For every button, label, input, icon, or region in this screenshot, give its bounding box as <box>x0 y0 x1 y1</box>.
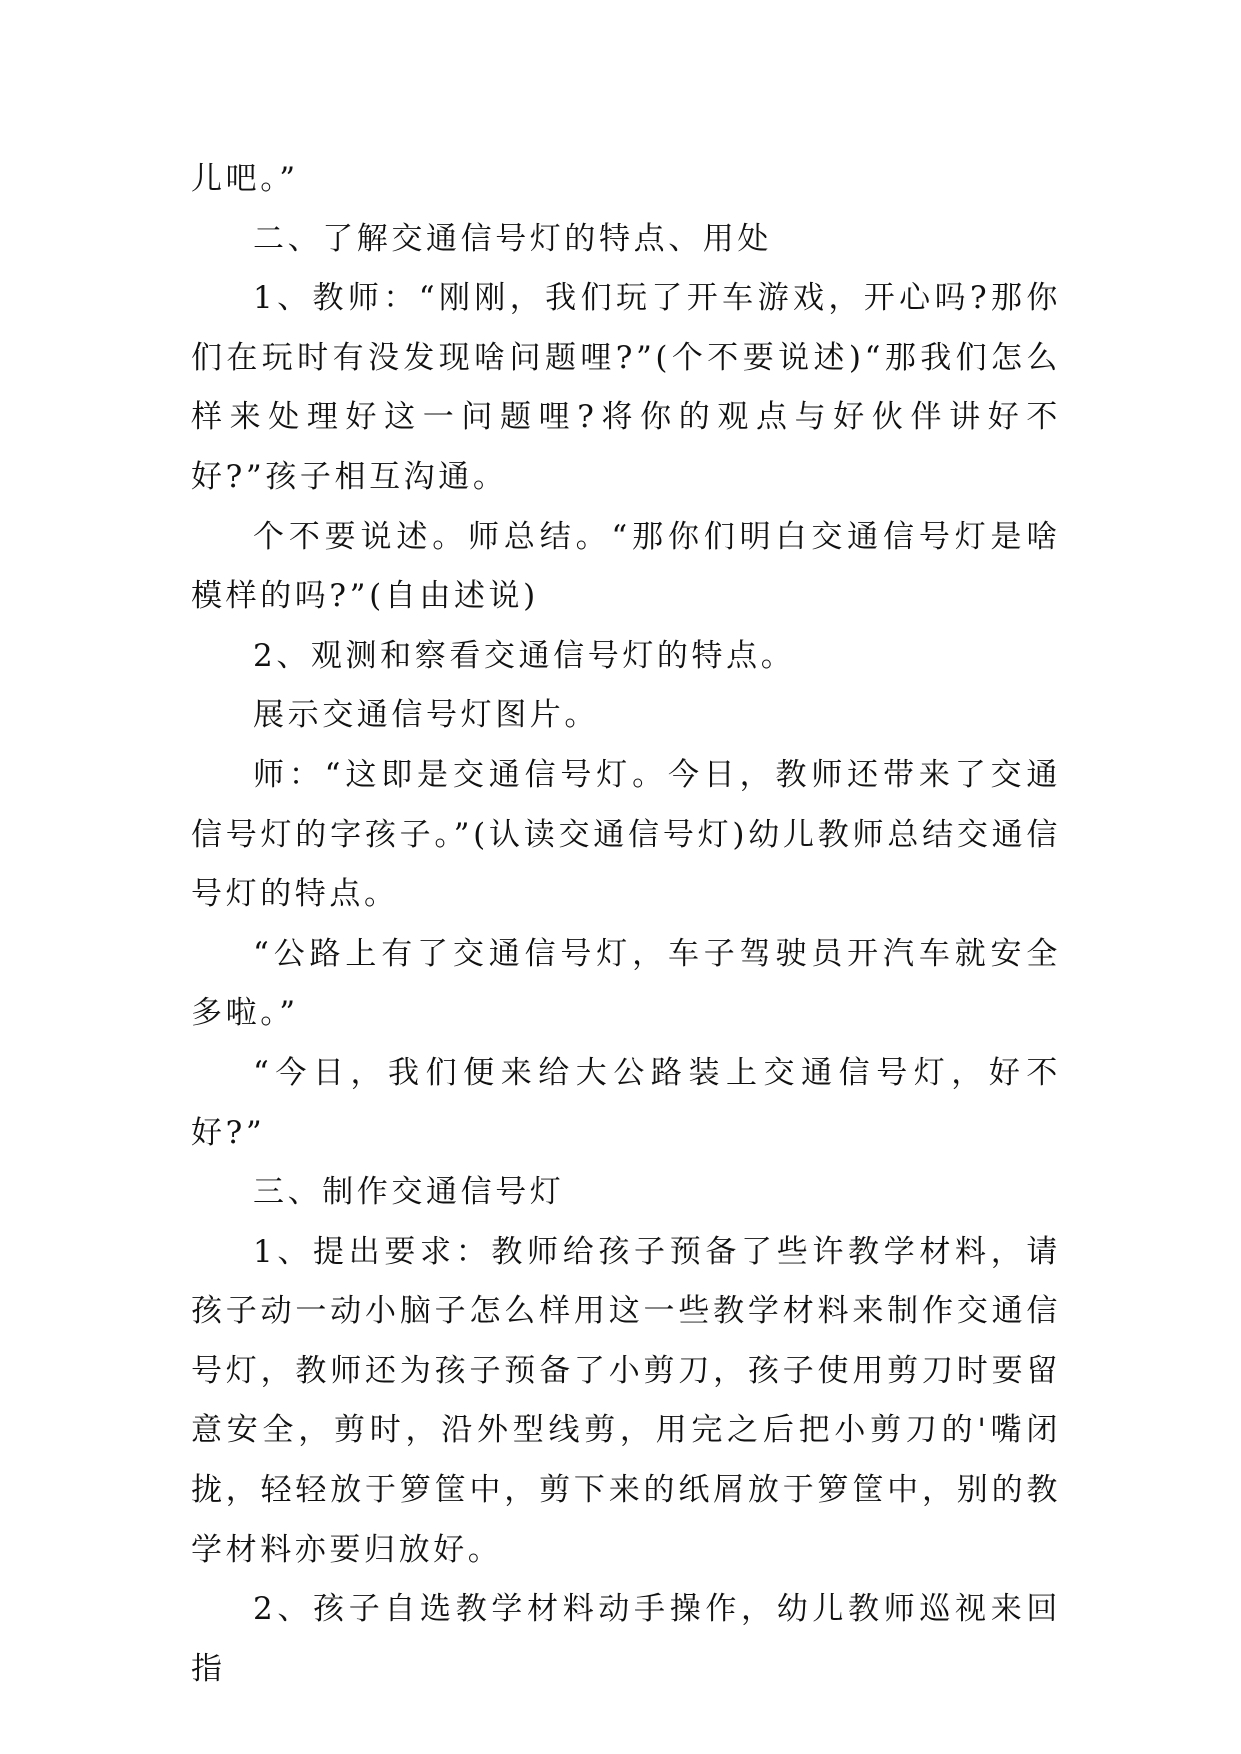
paragraph: 个不要说述。师总结。“那你们明白交通信号灯是啥模样的吗?”(自由述说) <box>191 518 1061 615</box>
paragraph: 1、教师：“刚刚，我们玩了开车游戏，开心吗?那你们在玩时有没发现啥问题哩?”(个不要说述)“那我们怎么样来处理好这一问题哩?将你的观点与好伙伴讲好不好?”孩子相互沟通。 <box>191 280 1061 495</box>
section-heading: 二、了解交通信号灯的特点、用处 <box>253 220 772 257</box>
section-heading: 三、制作交通信号灯 <box>253 1174 565 1211</box>
body-text <box>191 150 1061 1699</box>
paragraph: 2、观测和察看交通信号灯的特点。 <box>253 637 796 674</box>
paragraph: 儿吧。” <box>191 161 299 197</box>
paragraph: “公路上有了交通信号灯，车子驾驶员开汽车就安全多啦。” <box>191 935 1061 1032</box>
paragraph: “今日，我们便来给大公路装上交通信号灯，好不好?” <box>191 1054 1061 1151</box>
paragraph: 师：“这即是交通信号灯。今日，教师还带来了交通信号灯的字孩子。”(认读交通信号灯)幼儿教师总结交通信号灯的特点。 <box>191 756 1061 913</box>
paragraph: 1、提出要求：教师给孩子预备了些许教学材料，请孩子动一动小脑子怎么样用这一些教学材料来制作交通信号灯，教师还为孩子预备了小剪刀，孩子使用剪刀时要留意安全，剪时，沿外型线剪，用完之后把小剪刀的'嘴闭拢，轻轻放于箩筐中，剪下来的纸屑放于箩筐中，别的教学材料亦要归放好。 <box>191 1233 1061 1568</box>
paragraph: 展示交通信号灯图片。 <box>253 697 599 734</box>
paragraph: 2、孩子自选教学材料动手操作，幼儿教师巡视来回指 <box>191 1591 1061 1687</box>
